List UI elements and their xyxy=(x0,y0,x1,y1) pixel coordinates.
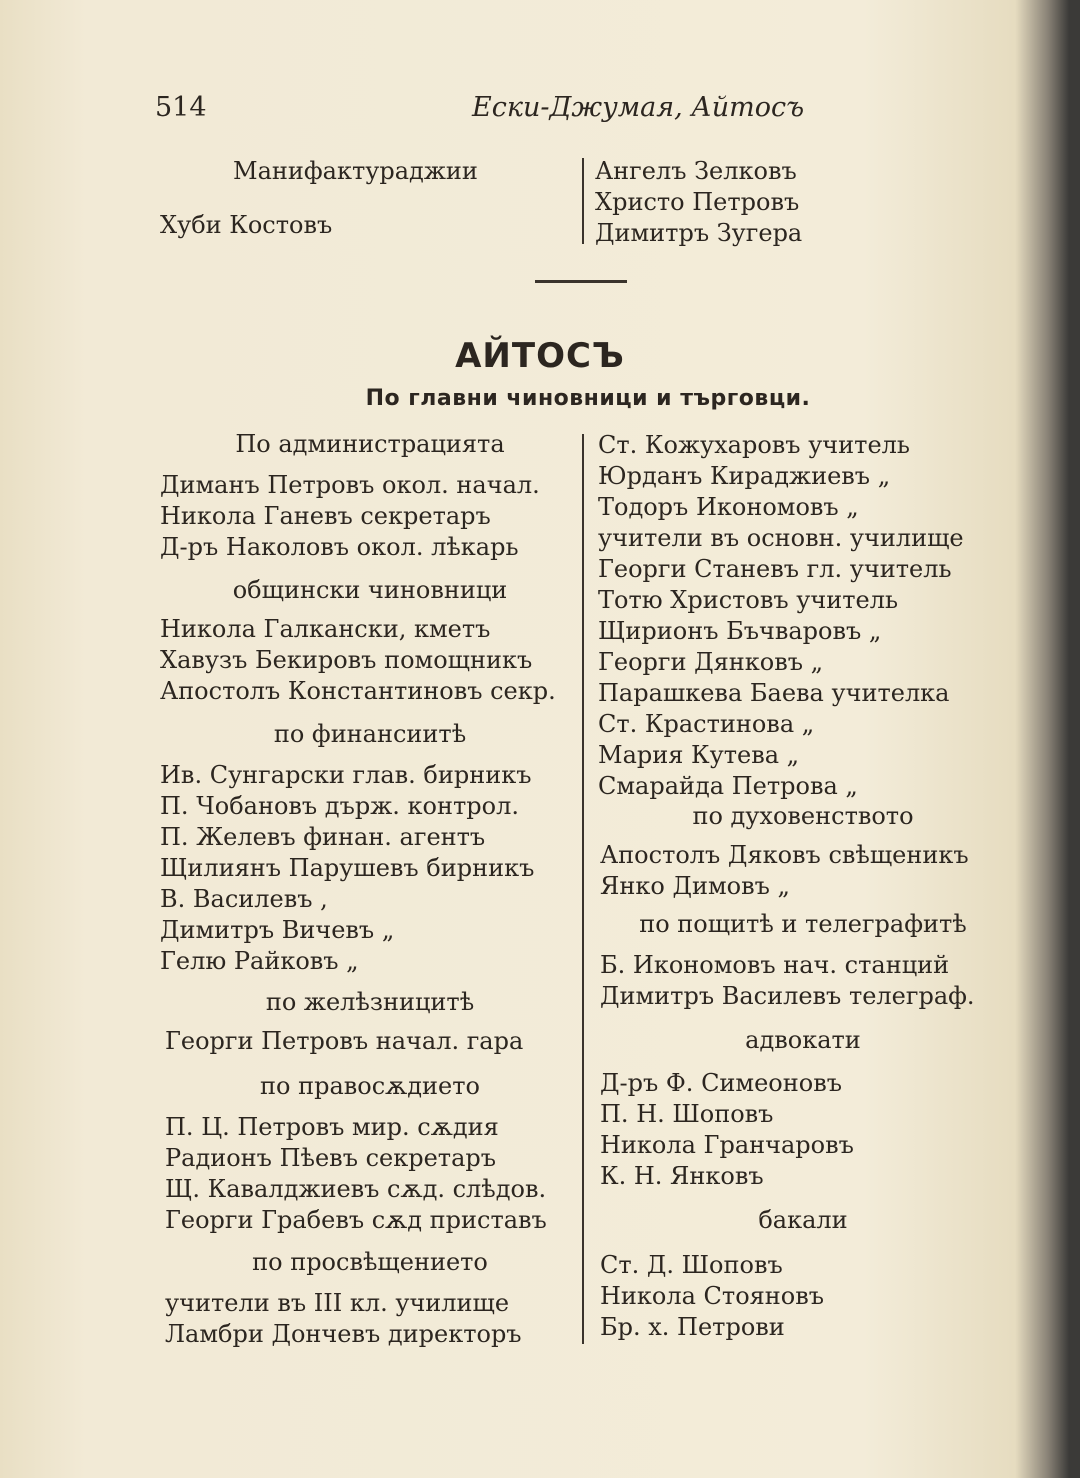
page-number: 514 xyxy=(155,92,207,123)
list-item: Гелю Райковъ „ xyxy=(160,947,359,975)
list-item: Никола Стояновъ xyxy=(600,1282,825,1310)
list-item: В. Василевъ , xyxy=(160,885,328,913)
rail-list xyxy=(165,1026,523,1057)
admin-heading: По администрацията xyxy=(235,430,505,458)
list-item: Георги Петровъ начал. гара xyxy=(165,1027,524,1055)
list-item: Никола Грaнчаровъ xyxy=(600,1131,854,1159)
education-list xyxy=(165,1288,522,1350)
list-item: П. Н. Шоповъ xyxy=(600,1100,774,1128)
municipal-heading: общински чиновници xyxy=(232,576,508,604)
list-item: Щилиянъ Парушевъ бирникъ xyxy=(160,854,535,882)
running-head: Ески-Джумая, Айтосъ xyxy=(472,92,805,123)
list-item: Апостолъ Дяковъ свѣщеникъ xyxy=(600,841,969,869)
lawyers-list xyxy=(600,1068,854,1192)
list-item: учители въ основн. училище xyxy=(598,524,964,552)
list-item: Янко Димовъ „ xyxy=(600,872,790,900)
list-item: Апостолъ Константиновъ секр. xyxy=(160,677,556,705)
top-left-item: Хуби Костовъ xyxy=(160,211,333,239)
section-title: АЙТОСЪ xyxy=(455,336,625,376)
list-item: П. Чобановъ държ. контрол. xyxy=(160,792,519,820)
column-divider xyxy=(582,158,584,244)
section-divider xyxy=(535,280,627,283)
list-item: К. Н. Янковъ xyxy=(600,1162,764,1190)
post-heading: по пощитѣ и телеграфитѣ xyxy=(639,910,967,938)
list-item: Ст. Кожухаровъ учитель xyxy=(598,431,910,459)
list-item: П. Желевъ финан. агентъ xyxy=(160,823,486,851)
list-item: Мария Кутева „ xyxy=(598,741,800,769)
justice-heading: по правосѫдието xyxy=(260,1072,480,1100)
list-item: Бр. х. Петрови xyxy=(600,1313,785,1341)
education-heading: по просвѣщението xyxy=(252,1248,488,1276)
list-item: Ст. Крастинова „ xyxy=(598,710,815,738)
list-item: учители въ III кл. училище xyxy=(165,1289,510,1317)
grocers-list xyxy=(600,1250,824,1343)
rail-heading: по желѣзницитѣ xyxy=(265,988,475,1016)
list-item: Тотю Христовъ учитель xyxy=(598,586,899,614)
list-item: Парашкева Баева учителка xyxy=(598,679,950,707)
list-item: Ангелъ Зелковъ xyxy=(595,157,797,185)
list-item: Тодоръ Икономовъ „ xyxy=(598,493,859,521)
finance-list xyxy=(160,760,534,977)
finance-heading: по финансиитѣ xyxy=(273,720,467,748)
list-item: Георги Дянковъ „ xyxy=(598,648,824,676)
list-item: Ламбри Дончевъ директоръ xyxy=(165,1320,522,1348)
list-item: Димитръ Василевъ телеграф. xyxy=(600,982,975,1010)
grocers-heading: бакали xyxy=(758,1206,848,1234)
list-item: Смарайда Петрова „ xyxy=(598,772,858,800)
top-right-list xyxy=(595,156,802,249)
column-divider xyxy=(582,434,584,1344)
list-item: Д-ръ Наколовъ окол. лѣкарь xyxy=(160,533,519,561)
list-item: Ст. Д. Шоповъ xyxy=(600,1251,783,1279)
list-item: Юрданъ Кираджиевъ „ xyxy=(598,462,891,490)
list-item: Д-ръ Ф. Симеоновъ xyxy=(600,1069,842,1097)
list-item: П. Ц. Петровъ мир. сѫдия xyxy=(165,1113,499,1141)
list-item: Радионъ Пѣевъ секретаръ xyxy=(165,1144,497,1172)
list-item: Христо Петровъ xyxy=(595,188,800,216)
justice-list xyxy=(165,1112,547,1236)
list-item: Никола Ганевъ секретаръ xyxy=(160,502,491,530)
clergy-heading: по духовенството xyxy=(692,802,914,830)
list-item: Никола Галкански, кметъ xyxy=(160,615,491,643)
list-item: Щирионъ Бъчваровъ „ xyxy=(598,617,882,645)
admin-list xyxy=(160,470,540,563)
clergy-list xyxy=(600,840,969,902)
list-item: Димитръ Вичевъ „ xyxy=(160,916,395,944)
lawyers-heading: адвокати xyxy=(745,1026,861,1054)
list-item: Ив. Сунгарски глав. бирникъ xyxy=(160,761,532,789)
list-item: Хавузъ Бекировъ помощникъ xyxy=(160,646,533,674)
list-item: Щ. Кавалджиевъ сѫд. слѣдов. xyxy=(165,1175,547,1203)
teachers-list xyxy=(598,430,964,802)
top-left-heading: Манифактураджии xyxy=(233,157,478,185)
section-subtitle: По главни чиновници и търговци. xyxy=(365,386,811,411)
municipal-list xyxy=(160,614,556,707)
post-list xyxy=(600,950,975,1012)
list-item: Диманъ Петровъ окол. начал. xyxy=(160,471,540,499)
list-item: Димитръ Зугера xyxy=(595,219,803,247)
list-item: Георги Грабевъ сѫд приставъ xyxy=(165,1206,547,1234)
list-item: Б. Икономовъ нач. станций xyxy=(600,951,950,979)
list-item: Георги Станевъ гл. учитель xyxy=(598,555,952,583)
